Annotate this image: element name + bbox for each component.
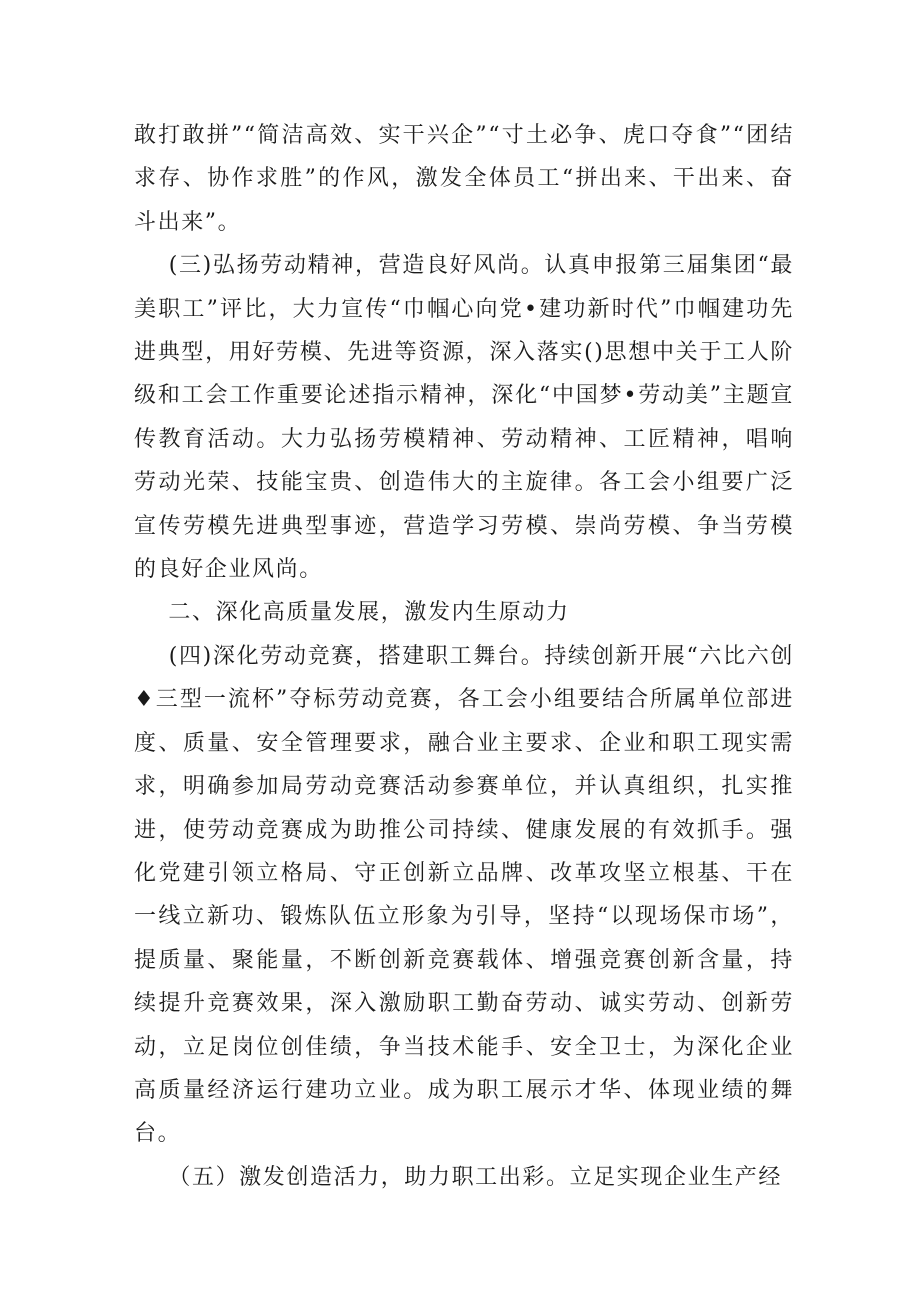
document-body <box>134 114 794 1199</box>
section-heading-high-quality-development: 二、深化高质量发展，激发内生原动力 <box>134 600 570 626</box>
paragraph-labor-spirit: (三)弘扬劳动精神，营造良好风尚。认真申报第三届集团“最美职工”评比，大力宣传“巾帼心向党•建功新时代”巾帼建功先进典型，用好劳模、先进等资源，深入落实()思想中关于工人阶级和工会工作重要论述指示精神，深化“中国梦•劳动美”主题宣传教育活动。大力弘扬劳模精神、劳动精神、工匠精神，唱响劳动光荣、技能宝贵、创造伟大的主旋律。各工会小组要广泛宣传劳模先进典型事迹，营造学习劳模、崇尚劳模、争当劳模的良好企业风尚。 <box>134 253 794 583</box>
paragraph-labor-competition: (四)深化劳动竞赛，搭建职工舞台。持续创新开展“六比六创♦三型一流杯”夺标劳动竞赛，各工会小组要结合所属单位部进度、质量、安全管理要求，融合业主要求、企业和职工现实需求，明确参加局劳动竞赛活动参赛单位，并认真组织，扎实推进，使劳动竞赛成为助推公司持续、健康发展的有效抓手。强化党建引领立格局、守正创新立品牌、改革攻坚立根基、干在一线立新功、锻炼队伍立形象为引导，坚持“以现场保市场”，提质量、聚能量，不断创新竞赛载体、增强竞赛创新含量，持续提升竞赛效果，深入激励职工勤奋劳动、诚实劳动、创新劳动，立足岗位创佳绩，争当技术能手、安全卫士，为深化企业高质量经济运行建功立业。成为职工展示才华、体现业绩的舞台。 <box>134 643 794 1147</box>
paragraph-work-style: 敢打敢拼”“简洁高效、实干兴企”“寸土必争、虎口夺食”“团结求存、协作求胜”的作风，激发全体员工“拼出来、干出来、奋斗出来”。 <box>134 123 794 235</box>
paragraph-creative-vitality: （五）激发创造活力，助力职工出彩。立足实现企业生产经 <box>134 1164 782 1190</box>
